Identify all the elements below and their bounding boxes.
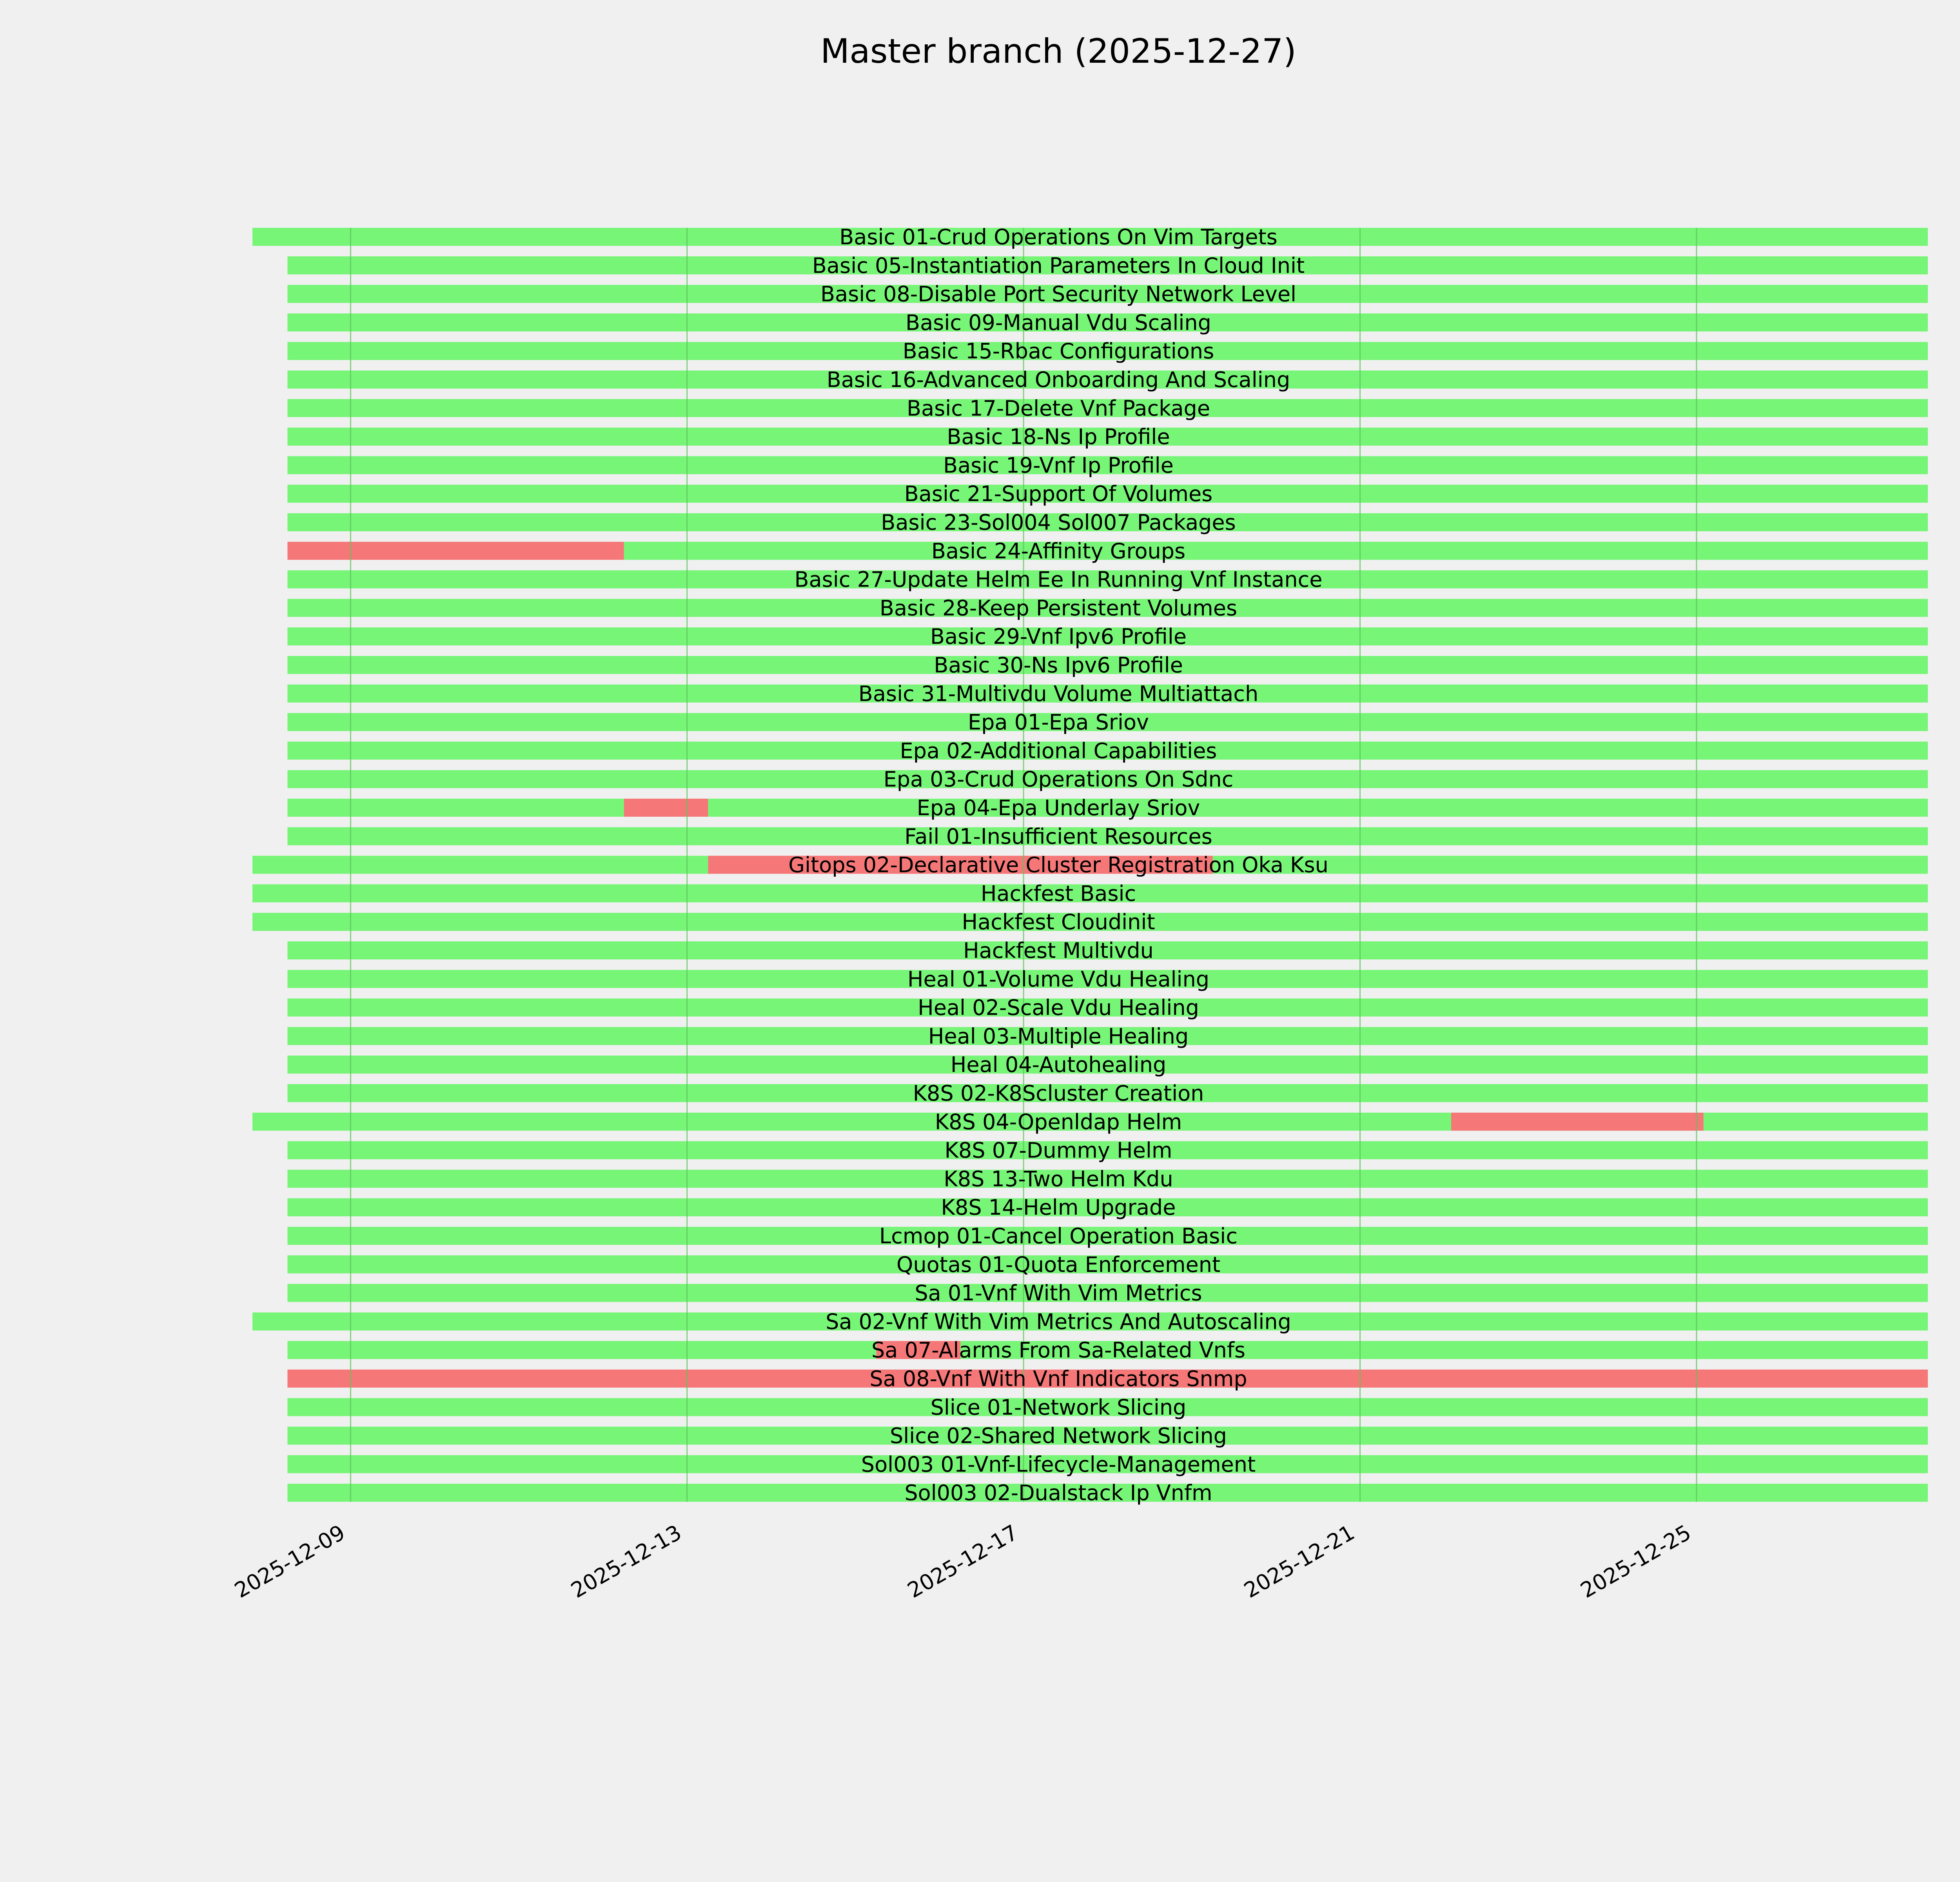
row-label: Hackfest Basic xyxy=(980,881,1136,906)
row-label: Basic 31-Multivdu Volume Multiattach xyxy=(858,681,1259,706)
row-label: Hackfest Multivdu xyxy=(963,938,1154,963)
bar-segment-pass xyxy=(287,1341,876,1359)
row-label: Sa 01-Vnf With Vim Metrics xyxy=(915,1281,1202,1306)
row-label: Basic 08-Disable Port Security Network Level xyxy=(820,282,1297,307)
row-label: K8S 02-K8Scluster Creation xyxy=(913,1081,1204,1106)
bar-segment-pass xyxy=(1704,1113,1928,1131)
row-label: Sa 07-Alarms From Sa-Related Vnfs xyxy=(871,1338,1246,1363)
row-label: Basic 29-Vnf Ipv6 Profile xyxy=(930,624,1187,649)
row-label: Sol003 02-Dualstack Ip Vnfm xyxy=(904,1481,1212,1506)
bar-segment-fail xyxy=(1451,1113,1704,1131)
row-label: Hackfest Cloudinit xyxy=(962,910,1155,935)
row-label: Basic 17-Delete Vnf Package xyxy=(906,396,1210,421)
row-label: Gitops 02-Declarative Cluster Registration Oka Ksu xyxy=(788,852,1328,877)
row-label: Basic 09-Manual Vdu Scaling xyxy=(906,310,1211,335)
x-tick-label: 2025-12-21 xyxy=(1240,1520,1359,1603)
x-tick-label: 2025-12-13 xyxy=(566,1520,686,1603)
row-label: Basic 19-Vnf Ip Profile xyxy=(943,453,1174,478)
row-label: Basic 15-Rbac Configurations xyxy=(902,339,1214,364)
row-label: Sa 08-Vnf With Vnf Indicators Snmp xyxy=(869,1366,1247,1391)
row-label: Slice 01-Network Slicing xyxy=(930,1395,1187,1420)
row-label: Heal 03-Multiple Healing xyxy=(928,1024,1189,1049)
row-label: Basic 28-Keep Persistent Volumes xyxy=(879,596,1238,621)
bar-segment-pass xyxy=(252,1113,1451,1131)
row-label: Heal 02-Scale Vdu Healing xyxy=(918,995,1199,1020)
row-label: Basic 30-Ns Ipv6 Profile xyxy=(934,653,1183,678)
row-label: Fail 01-Insufficient Resources xyxy=(904,824,1212,849)
row-label: Slice 02-Shared Network Slicing xyxy=(890,1423,1227,1448)
bar-segment-pass xyxy=(708,799,1928,817)
row-label: K8S 07-Dummy Helm xyxy=(944,1138,1172,1163)
bar-segment-pass xyxy=(252,856,708,874)
row-label: Basic 27-Update Helm Ee In Running Vnf Instance xyxy=(794,567,1323,592)
bar-segment-pass xyxy=(287,799,624,817)
row-label: Epa 04-Epa Underlay Sriov xyxy=(916,796,1200,820)
bar-segment-fail xyxy=(287,542,624,560)
row-label: Heal 01-Volume Vdu Healing xyxy=(907,966,1210,992)
row-label: Basic 21-Support Of Volumes xyxy=(904,481,1213,507)
row-label: K8S 14-Helm Upgrade xyxy=(941,1195,1176,1220)
row-label: Basic 16-Advanced Onboarding And Scaling xyxy=(826,367,1290,392)
row-label: Epa 03-Crud Operations On Sdnc xyxy=(883,767,1234,792)
row-label: Basic 01-Crud Operations On Vim Targets xyxy=(839,225,1278,249)
row-label: Basic 18-Ns Ip Profile xyxy=(947,424,1170,449)
x-tick-label: 2025-12-17 xyxy=(903,1520,1022,1603)
row-label: Basic 24-Affinity Groups xyxy=(931,538,1186,563)
bar-segment-pass xyxy=(624,542,1928,560)
row-label: Basic 23-Sol004 Sol007 Packages xyxy=(881,510,1236,535)
row-label: K8S 04-Openldap Helm xyxy=(935,1109,1182,1134)
x-tick-label: 2025-12-25 xyxy=(1576,1520,1695,1603)
row-label: Epa 02-Additional Capabilities xyxy=(900,738,1217,763)
row-label: Epa 01-Epa Sriov xyxy=(968,710,1149,735)
x-tick-label: 2025-12-09 xyxy=(230,1520,349,1603)
bar-segment-fail xyxy=(624,799,708,817)
row-label: Lcmop 01-Cancel Operation Basic xyxy=(879,1224,1238,1248)
row-label: Heal 04-Autohealing xyxy=(950,1052,1167,1077)
chart-title: Master branch (2025-12-27) xyxy=(820,32,1297,71)
row-label: K8S 13-Two Helm Kdu xyxy=(944,1166,1173,1192)
row-label: Quotas 01-Quota Enforcement xyxy=(896,1252,1221,1277)
row-label: Sa 02-Vnf With Vim Metrics And Autoscaling xyxy=(826,1309,1291,1334)
row-label: Sol003 01-Vnf-Lifecycle-Management xyxy=(861,1452,1256,1477)
row-label: Basic 05-Instantiation Parameters In Cloud Init xyxy=(812,253,1305,278)
